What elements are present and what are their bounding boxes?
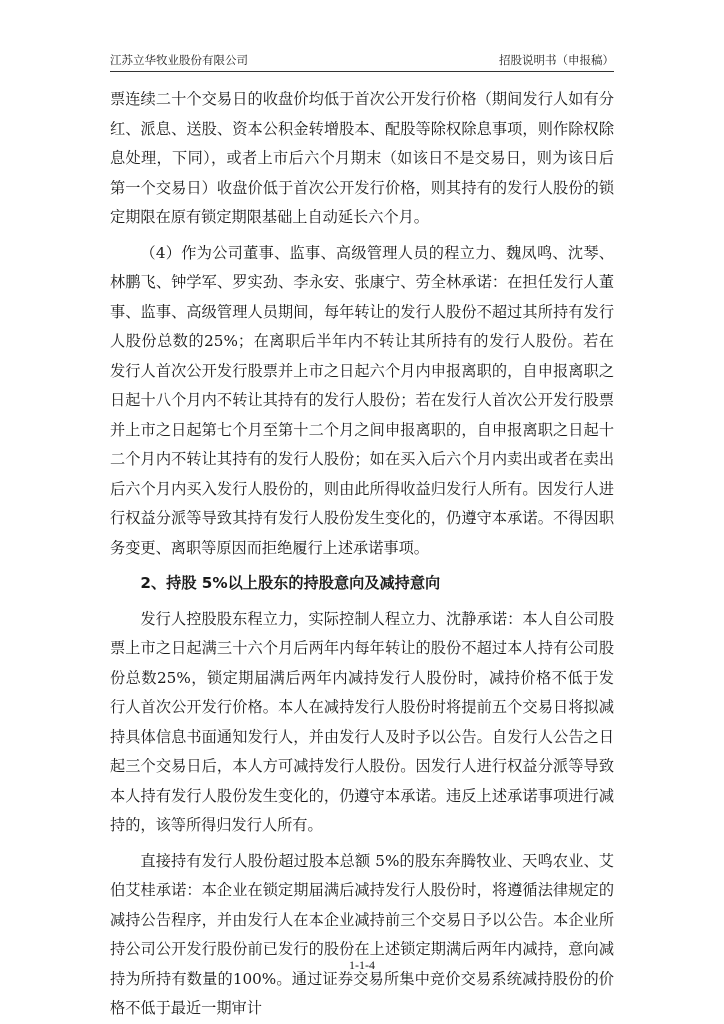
paragraph-lock-period-extension: 票连续二十个交易日的收盘价均低于首次公开发行价格（期间发行人如有分红、派息、送股、资本公积金转增股本、配股等除权除息事项，则作除权除息处理，下同），或者上市后六个月期末（如该日不是交易日，则为该日后第一个交易日）收盘价低于首次公开发行价格，则其持有的发行人股份的锁定期限在原有锁定期限基础上自动延长六个月。: [110, 90, 614, 226]
document-body: [110, 85, 614, 1024]
header-divider: [110, 71, 614, 72]
section-heading-shareholding-intent: 2、持股 5%以上股东的持股意向及减持意向: [140, 574, 441, 592]
paragraph-controlling-shareholder-commitment: 发行人控股股东程立力，实际控制人程立力、沈静承诺：本人自公司股票上市之日起满三十六个月后两年内每年转让的股份不超过本人持有公司股份总数25%，锁定期届满后两年内减持发行人股份时，减持价格不低于发行人首次公开发行价格。本人在减持发行人股份时将提前五个交易日将拟减持具体信息书面通知发行人，并由发行人及时予以公告。自发行人公告之日起三个交易日后，本人方可减持发行人股份。因发行人进行权益分派等导致本人持有发行人股份发生变化的，仍遵守本承诺。违反上述承诺事项进行减持的，该等所得归发行人所有。: [110, 609, 614, 834]
paragraph-directors-commitment: （4）作为公司董事、监事、高级管理人员的程立力、魏凤鸣、沈琴、林鹏飞、钟学军、罗实劲、李永安、张康宁、劳全林承诺：在担任发行人董事、监事、高级管理人员期间，每年转让的发行人股份不超过其所持有发行人股份总数的25%；在离职后半年内不转让其所持有的发行人股份。若在发行人首次公开发行股票并上市之日起六个月内申报离职的，自申报离职之日起十八个月内不转让其持有的发行人股份；若在发行人首次公开发行股票并上市之日起第七个月至第十二个月之间申报离职的，自申报离职之日起十二个月内不转让其持有的发行人股份；如在买入后六个月内卖出或者在卖出后六个月内买入发行人股份的，则由此所得收益归发行人所有。因发行人进行权益分派等导致其持有发行人股份发生变化的，仍遵守本承诺。不得因职务变更、离职等原因而拒绝履行上述承诺事项。: [110, 243, 614, 557]
paragraph-major-shareholders-commitment: 直接持有发行人股份超过股本总额 5%的股东奔腾牧业、天鸣农业、艾伯艾桂承诺：本企业在锁定期届满后减持发行人股份时，将遵循法律规定的减持公告程序，并由发行人在本企业减持前三个交易日予以公告。本企业所持公司公开发行股份前已发行的股份在上述锁定期满后两年内减持，意向减持为所持有数量的100%。通过证券交易所集中竞价交易系统减持股份的价格不低于最近一期审计: [110, 851, 614, 1017]
header-company-name: 江苏立华牧业股份有限公司: [110, 53, 248, 67]
page-number: 1-1-4: [349, 958, 375, 972]
page-header: [110, 50, 614, 70]
header-document-title: 招股说明书（申报稿）: [499, 53, 614, 67]
